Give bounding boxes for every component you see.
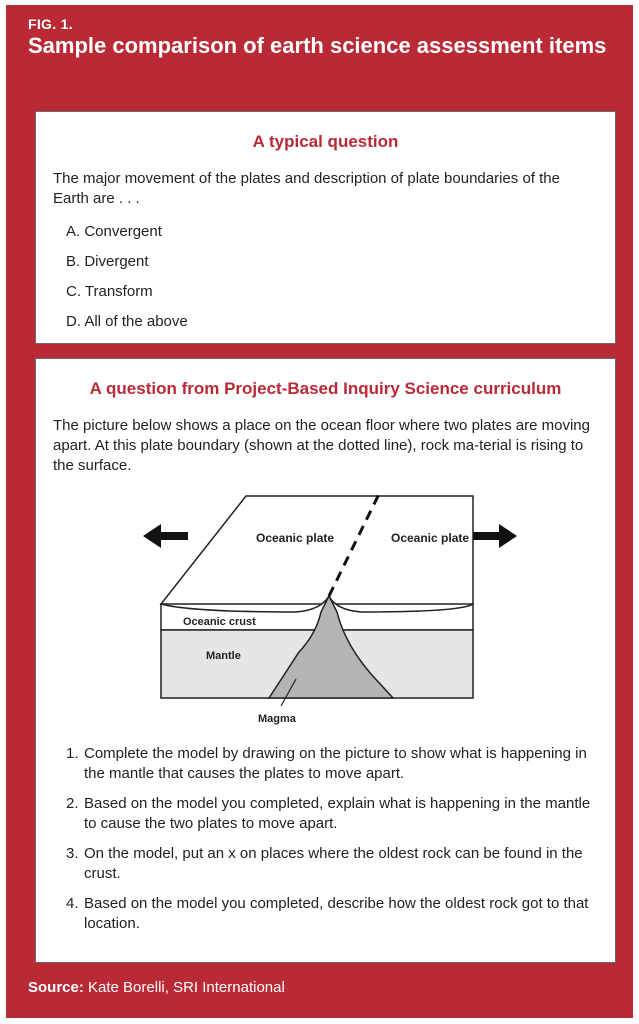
step-item: 4. Based on the model you completed, describe how the oldest rock got to that location. — [66, 895, 589, 932]
step-item: 3. On the model, put an x on places where the oldest rock can be found in the crust. — [66, 845, 583, 882]
answer-option-c: C. Transform — [66, 283, 153, 300]
typical-question-panel — [35, 111, 616, 344]
arrow-left-icon — [143, 524, 188, 548]
step-item: 2. Based on the model you completed, explain what is happening in the mantle to cause the two plates to move apart. — [66, 795, 591, 832]
step-item: 1. Complete the model by drawing on the picture to show what is happening in the mantle that causes the plates to move apart. — [66, 745, 587, 782]
figure-frame — [6, 5, 633, 1018]
figure-label: FIG. 1. — [28, 16, 73, 32]
answer-option-a: A. Convergent — [66, 223, 162, 240]
mantle-label: Mantle — [206, 650, 241, 662]
pbis-question-heading: A question from Project-Based Inquiry Science curriculum — [89, 379, 562, 398]
answer-option-d: D. All of the above — [66, 313, 188, 330]
question-steps — [66, 744, 596, 944]
plate-top-surface — [161, 496, 473, 604]
typical-question-prompt: The major movement of the plates and description of plate boundaries of the Earth are . . . — [53, 170, 560, 207]
oceanic-crust-label: Oceanic crust — [183, 616, 256, 628]
plate-boundary-diagram — [131, 484, 531, 729]
figure-title: Sample comparison of earth science assessment items — [28, 33, 607, 58]
source-credit — [28, 979, 285, 996]
arrow-right-icon — [472, 524, 517, 548]
answer-options — [66, 222, 188, 342]
pbis-question-panel — [35, 358, 616, 963]
source-label: Source: — [28, 979, 84, 996]
pbis-question-prompt: The picture below shows a place on the ocean floor where two plates are moving apart. At this plate boundary (shown at the dotted line), rock ma-terial is rising to the surface. — [53, 417, 590, 474]
left-plate-label: Oceanic plate — [256, 531, 335, 545]
right-plate-label: Oceanic plate — [391, 531, 470, 545]
typical-question-heading: A typical question — [252, 132, 399, 151]
answer-option-b: B. Divergent — [66, 253, 149, 270]
source-text: Kate Borelli, SRI International — [88, 979, 285, 996]
magma-label: Magma — [258, 713, 296, 725]
